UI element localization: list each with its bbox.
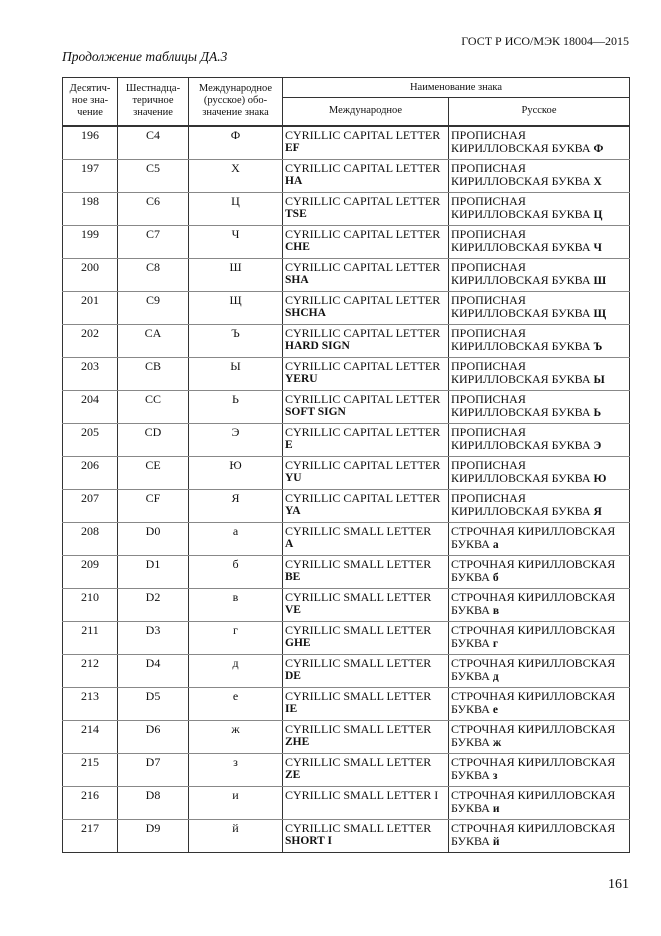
- international-name: [283, 786, 449, 819]
- international-name-suffix: SOFT SIGN: [285, 405, 346, 418]
- russian-letter: Ф: [593, 142, 604, 155]
- russian-name: [449, 159, 630, 192]
- russian-name: [449, 522, 630, 555]
- russian-name-line-2: [451, 637, 627, 651]
- hex-value: CF: [118, 489, 189, 522]
- decimal-value: 204: [63, 390, 118, 423]
- international-name-line: CYRILLIC SMALL LETTER: [285, 754, 432, 769]
- character-table: [62, 77, 630, 853]
- russian-name: [449, 291, 630, 324]
- hex-value: CE: [118, 456, 189, 489]
- russian-name-line: СТРОЧНАЯ КИРИЛЛОВСКАЯ: [451, 589, 616, 604]
- header-glyph: Международное (русское) обо-значение знака: [189, 78, 283, 126]
- glyph: и: [189, 786, 283, 819]
- international-name-suffix: EF: [285, 141, 300, 154]
- russian-letter: а: [492, 538, 499, 551]
- international-name: [283, 522, 449, 555]
- russian-name: [449, 588, 630, 621]
- hex-value: C4: [118, 126, 189, 160]
- russian-letter: г: [492, 637, 499, 650]
- international-name-suffix: A: [285, 537, 294, 550]
- russian-name-line-2: [451, 736, 627, 750]
- international-name-suffix: ZE: [285, 768, 301, 781]
- glyph: в: [189, 588, 283, 621]
- table-row: [63, 159, 630, 192]
- table-row: [63, 753, 630, 786]
- hex-value: D9: [118, 819, 189, 852]
- russian-name-line-2: [451, 769, 627, 783]
- table-row: [63, 786, 630, 819]
- decimal-value: 203: [63, 357, 118, 390]
- header-international: Международное: [283, 98, 449, 126]
- russian-name-word: БУКВА: [451, 833, 490, 848]
- international-name-line: CYRILLIC SMALL LETTER: [285, 589, 432, 604]
- international-name-suffix: YERU: [285, 372, 318, 385]
- international-name-suffix: DE: [285, 669, 301, 682]
- russian-name-line-2: [451, 538, 627, 552]
- russian-name: [449, 324, 630, 357]
- table-row: [63, 126, 630, 160]
- decimal-value: 207: [63, 489, 118, 522]
- decimal-value: 214: [63, 720, 118, 753]
- hex-value: CD: [118, 423, 189, 456]
- international-name-line: CYRILLIC SMALL LETTER: [285, 622, 432, 637]
- international-name-line: CYRILLIC CAPITAL LETTER: [285, 391, 441, 406]
- russian-name-word: БУКВА: [451, 668, 490, 683]
- decimal-value: 206: [63, 456, 118, 489]
- international-name: [283, 192, 449, 225]
- international-name-line: CYRILLIC CAPITAL LETTER: [285, 259, 441, 274]
- international-name-line: CYRILLIC CAPITAL LETTER: [285, 226, 441, 241]
- hex-value: D0: [118, 522, 189, 555]
- russian-name-line: ПРОПИСНАЯ: [451, 226, 526, 241]
- international-name-suffix: IE: [285, 702, 298, 715]
- russian-name-line: СТРОЧНАЯ КИРИЛЛОВСКАЯ: [451, 556, 616, 571]
- international-name: [283, 753, 449, 786]
- international-name: [283, 819, 449, 852]
- russian-name-line-2: [451, 373, 627, 387]
- russian-name-word: БУКВА: [451, 536, 490, 551]
- russian-name-line-2: [451, 307, 627, 321]
- russian-name-line: СТРОЧНАЯ КИРИЛЛОВСКАЯ: [451, 721, 616, 736]
- decimal-value: 200: [63, 258, 118, 291]
- hex-value: D3: [118, 621, 189, 654]
- russian-letter: д: [492, 670, 499, 683]
- russian-letter: Ч: [593, 241, 602, 254]
- russian-name-line: СТРОЧНАЯ КИРИЛЛОВСКАЯ: [451, 688, 616, 703]
- decimal-value: 201: [63, 291, 118, 324]
- table-row: [63, 819, 630, 852]
- russian-letter: и: [492, 802, 500, 815]
- glyph: Ф: [189, 126, 283, 160]
- international-name: [283, 456, 449, 489]
- russian-letter: в: [492, 604, 500, 617]
- international-name: [283, 720, 449, 753]
- russian-name: [449, 786, 630, 819]
- table-row: [63, 423, 630, 456]
- table-row: [63, 555, 630, 588]
- decimal-value: 202: [63, 324, 118, 357]
- russian-name: [449, 489, 630, 522]
- table-row: [63, 522, 630, 555]
- international-name-line: CYRILLIC SMALL LETTER: [285, 721, 432, 736]
- international-name: [283, 291, 449, 324]
- table-row: [63, 687, 630, 720]
- russian-name-word: КИРИЛЛОВСКАЯ БУКВА: [451, 206, 591, 221]
- table-row: [63, 390, 630, 423]
- russian-name: [449, 555, 630, 588]
- international-name-suffix: HARD SIGN: [285, 339, 350, 352]
- international-name-line: CYRILLIC CAPITAL LETTER: [285, 358, 441, 373]
- russian-name-line: СТРОЧНАЯ КИРИЛЛОВСКАЯ: [451, 523, 616, 538]
- international-name: [283, 621, 449, 654]
- russian-letter: Ю: [593, 472, 607, 485]
- decimal-value: 215: [63, 753, 118, 786]
- international-name-suffix: SHORT I: [285, 834, 332, 847]
- russian-name-word: БУКВА: [451, 800, 490, 815]
- russian-name-line: ПРОПИСНАЯ: [451, 424, 526, 439]
- international-name-suffix: VE: [285, 603, 301, 616]
- decimal-value: 216: [63, 786, 118, 819]
- russian-letter: Ш: [593, 274, 607, 287]
- international-name-line: CYRILLIC CAPITAL LETTER: [285, 424, 441, 439]
- russian-name-word: БУКВА: [451, 569, 490, 584]
- international-name: [283, 159, 449, 192]
- hex-value: C6: [118, 192, 189, 225]
- russian-letter: Ъ: [593, 340, 603, 353]
- decimal-value: 211: [63, 621, 118, 654]
- international-name-line: CYRILLIC CAPITAL LETTER: [285, 457, 441, 472]
- russian-name-line: ПРОПИСНАЯ: [451, 127, 526, 142]
- glyph: а: [189, 522, 283, 555]
- table-row: [63, 258, 630, 291]
- russian-letter: Ь: [593, 406, 602, 419]
- international-name-line: CYRILLIC CAPITAL LETTER: [285, 127, 441, 142]
- russian-name-line-2: [451, 241, 627, 255]
- russian-name: [449, 357, 630, 390]
- international-name-suffix: SHA: [285, 273, 309, 286]
- international-name-line: CYRILLIC SMALL LETTER: [285, 556, 432, 571]
- russian-name-line-2: [451, 340, 627, 354]
- russian-letter: й: [492, 835, 500, 848]
- russian-letter: е: [492, 703, 498, 716]
- russian-name: [449, 192, 630, 225]
- international-name-suffix: YU: [285, 471, 302, 484]
- decimal-value: 198: [63, 192, 118, 225]
- header-hex: Шестнадца-теричное значение: [118, 78, 189, 126]
- russian-name-line-2: [451, 472, 627, 486]
- table-row: [63, 225, 630, 258]
- table-row: [63, 357, 630, 390]
- russian-name: [449, 621, 630, 654]
- decimal-value: 212: [63, 654, 118, 687]
- decimal-value: 208: [63, 522, 118, 555]
- hex-value: D6: [118, 720, 189, 753]
- international-name-suffix: E: [285, 438, 293, 451]
- russian-name-line: ПРОПИСНАЯ: [451, 358, 526, 373]
- hex-value: CC: [118, 390, 189, 423]
- hex-value: CB: [118, 357, 189, 390]
- international-name-suffix: YA: [285, 504, 301, 517]
- glyph: Х: [189, 159, 283, 192]
- russian-name-line: СТРОЧНАЯ КИРИЛЛОВСКАЯ: [451, 820, 616, 835]
- russian-name-word: БУКВА: [451, 767, 490, 782]
- international-name: [283, 489, 449, 522]
- hex-value: C8: [118, 258, 189, 291]
- table-row: [63, 291, 630, 324]
- header-name-group: Наименование знака: [283, 78, 630, 98]
- international-name: [283, 555, 449, 588]
- russian-name-word: КИРИЛЛОВСКАЯ БУКВА: [451, 338, 591, 353]
- russian-letter: Х: [593, 175, 602, 188]
- international-name-line: CYRILLIC CAPITAL LETTER: [285, 325, 441, 340]
- international-name: [283, 687, 449, 720]
- table-row: [63, 489, 630, 522]
- russian-name: [449, 126, 630, 160]
- header-russian: Русское: [449, 98, 630, 126]
- glyph: Щ: [189, 291, 283, 324]
- decimal-value: 210: [63, 588, 118, 621]
- russian-letter: ж: [492, 736, 502, 749]
- international-name-suffix: TSE: [285, 207, 307, 220]
- russian-name-word: БУКВА: [451, 734, 490, 749]
- russian-name-line: СТРОЧНАЯ КИРИЛЛОВСКАЯ: [451, 787, 616, 802]
- glyph: Ц: [189, 192, 283, 225]
- hex-value: D8: [118, 786, 189, 819]
- decimal-value: 217: [63, 819, 118, 852]
- russian-name-line-2: [451, 439, 627, 453]
- international-name-suffix: GHE: [285, 636, 311, 649]
- glyph: Ю: [189, 456, 283, 489]
- glyph: б: [189, 555, 283, 588]
- glyph: з: [189, 753, 283, 786]
- russian-letter: з: [492, 769, 498, 782]
- glyph: д: [189, 654, 283, 687]
- hex-value: C7: [118, 225, 189, 258]
- glyph: г: [189, 621, 283, 654]
- russian-name-word: КИРИЛЛОВСКАЯ БУКВА: [451, 437, 591, 452]
- russian-name-word: КИРИЛЛОВСКАЯ БУКВА: [451, 371, 591, 386]
- international-name-suffix: HA: [285, 174, 303, 187]
- international-name-line: CYRILLIC SMALL LETTER: [285, 655, 432, 670]
- page-number: 161: [608, 877, 629, 892]
- glyph: Ш: [189, 258, 283, 291]
- russian-name-word: КИРИЛЛОВСКАЯ БУКВА: [451, 140, 591, 155]
- russian-name-line: СТРОЧНАЯ КИРИЛЛОВСКАЯ: [451, 622, 616, 637]
- international-name: [283, 654, 449, 687]
- russian-name-line: ПРОПИСНАЯ: [451, 292, 526, 307]
- hex-value: D1: [118, 555, 189, 588]
- table-row: [63, 654, 630, 687]
- russian-name-word: БУКВА: [451, 701, 490, 716]
- table-row: [63, 192, 630, 225]
- decimal-value: 205: [63, 423, 118, 456]
- russian-name-line-2: [451, 505, 627, 519]
- russian-name-line-2: [451, 175, 627, 189]
- table-row: [63, 588, 630, 621]
- russian-name-line: ПРОПИСНАЯ: [451, 457, 526, 472]
- russian-name: [449, 390, 630, 423]
- russian-name-line: ПРОПИСНАЯ: [451, 325, 526, 340]
- glyph: Ч: [189, 225, 283, 258]
- hex-value: D5: [118, 687, 189, 720]
- glyph: Ъ: [189, 324, 283, 357]
- document-id: ГОСТ Р ИСО/МЭК 18004—2015: [461, 34, 629, 48]
- international-name: [283, 423, 449, 456]
- russian-name-line: СТРОЧНАЯ КИРИЛЛОВСКАЯ: [451, 754, 616, 769]
- russian-letter: Щ: [593, 307, 607, 320]
- international-name: [283, 126, 449, 160]
- russian-name-word: КИРИЛЛОВСКАЯ БУКВА: [451, 272, 591, 287]
- russian-name-line-2: [451, 670, 627, 684]
- russian-name-line-2: [451, 835, 627, 849]
- russian-name-line-2: [451, 142, 627, 156]
- russian-name-line: ПРОПИСНАЯ: [451, 193, 526, 208]
- russian-name: [449, 225, 630, 258]
- international-name-line: CYRILLIC CAPITAL LETTER: [285, 160, 441, 175]
- international-name-line: CYRILLIC SMALL LETTER: [285, 820, 432, 835]
- international-name: [283, 258, 449, 291]
- hex-value: C9: [118, 291, 189, 324]
- decimal-value: 196: [63, 126, 118, 160]
- russian-name-line-2: [451, 406, 627, 420]
- russian-name: [449, 258, 630, 291]
- russian-name-line: ПРОПИСНАЯ: [451, 259, 526, 274]
- international-name-suffix: BE: [285, 570, 301, 583]
- russian-letter: Я: [593, 505, 602, 518]
- table-caption: Продолжение таблицы ДА.3: [62, 49, 228, 64]
- russian-name-word: КИРИЛЛОВСКАЯ БУКВА: [451, 404, 591, 419]
- decimal-value: 209: [63, 555, 118, 588]
- russian-name: [449, 819, 630, 852]
- russian-name-line: ПРОПИСНАЯ: [451, 490, 526, 505]
- international-name-suffix: ZHE: [285, 735, 310, 748]
- russian-name-word: КИРИЛЛОВСКАЯ БУКВА: [451, 470, 591, 485]
- international-name: [283, 357, 449, 390]
- decimal-value: 197: [63, 159, 118, 192]
- russian-name-word: КИРИЛЛОВСКАЯ БУКВА: [451, 239, 591, 254]
- international-name-line: CYRILLIC CAPITAL LETTER: [285, 490, 441, 505]
- russian-name: [449, 720, 630, 753]
- russian-name-line: ПРОПИСНАЯ: [451, 391, 526, 406]
- russian-name: [449, 456, 630, 489]
- russian-name: [449, 753, 630, 786]
- russian-name: [449, 654, 630, 687]
- russian-name-word: КИРИЛЛОВСКАЯ БУКВА: [451, 173, 591, 188]
- russian-name: [449, 423, 630, 456]
- russian-name-word: БУКВА: [451, 635, 490, 650]
- russian-name-line: ПРОПИСНАЯ: [451, 160, 526, 175]
- russian-name-word: КИРИЛЛОВСКАЯ БУКВА: [451, 503, 591, 518]
- russian-name-word: БУКВА: [451, 602, 490, 617]
- russian-letter: Ы: [593, 373, 605, 386]
- russian-name-word: КИРИЛЛОВСКАЯ БУКВА: [451, 305, 591, 320]
- russian-name-line-2: [451, 604, 627, 618]
- table-row: [63, 456, 630, 489]
- russian-name-line-2: [451, 571, 627, 585]
- international-name-line: CYRILLIC SMALL LETTER: [285, 688, 432, 703]
- header-decimal: Десятич-ное зна-чение: [63, 78, 118, 126]
- table-row: [63, 720, 630, 753]
- decimal-value: 199: [63, 225, 118, 258]
- table-header: [63, 78, 630, 126]
- russian-letter: б: [492, 571, 499, 584]
- hex-value: C5: [118, 159, 189, 192]
- international-name: [283, 324, 449, 357]
- international-name-line: CYRILLIC SMALL LETTER: [285, 523, 432, 538]
- hex-value: D7: [118, 753, 189, 786]
- international-name: [283, 588, 449, 621]
- international-name-line: CYRILLIC SMALL LETTER I: [285, 787, 439, 802]
- table-body: [63, 126, 630, 853]
- hex-value: D4: [118, 654, 189, 687]
- hex-value: D2: [118, 588, 189, 621]
- glyph: й: [189, 819, 283, 852]
- international-name-line: CYRILLIC CAPITAL LETTER: [285, 193, 441, 208]
- glyph: ж: [189, 720, 283, 753]
- glyph: Ы: [189, 357, 283, 390]
- russian-name: [449, 687, 630, 720]
- international-name-suffix: SHCHA: [285, 306, 326, 319]
- russian-name-line-2: [451, 208, 627, 222]
- table-row: [63, 324, 630, 357]
- glyph: е: [189, 687, 283, 720]
- russian-letter: Ц: [593, 208, 603, 221]
- russian-name-line-2: [451, 274, 627, 288]
- international-name-line: CYRILLIC CAPITAL LETTER: [285, 292, 441, 307]
- russian-name-line: СТРОЧНАЯ КИРИЛЛОВСКАЯ: [451, 655, 616, 670]
- glyph: Я: [189, 489, 283, 522]
- glyph: Э: [189, 423, 283, 456]
- decimal-value: 213: [63, 687, 118, 720]
- hex-value: CA: [118, 324, 189, 357]
- russian-name-line-2: [451, 802, 627, 816]
- international-name: [283, 390, 449, 423]
- russian-letter: Э: [593, 439, 602, 452]
- international-name: [283, 225, 449, 258]
- glyph: Ь: [189, 390, 283, 423]
- international-name-suffix: CHE: [285, 240, 310, 253]
- russian-name-line-2: [451, 703, 627, 717]
- table-row: [63, 621, 630, 654]
